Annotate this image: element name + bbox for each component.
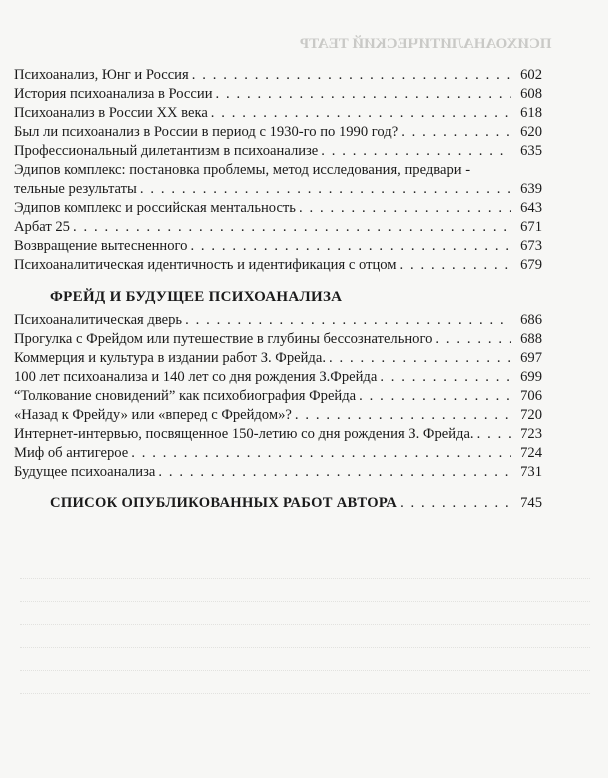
- leader-dots: [401, 123, 511, 142]
- toc-entry-page: 602: [520, 67, 542, 83]
- toc-entry[interactable]: [14, 368, 542, 387]
- toc-entry-title: Будущее психоанализа: [14, 464, 156, 480]
- bleed-through-line: [20, 578, 590, 579]
- toc-entry[interactable]: [14, 387, 542, 406]
- toc-entry-title-continued: тельные результаты: [14, 181, 137, 197]
- toc-entry-title: Возвращение вытесненного: [14, 238, 188, 254]
- leader-dots: [211, 104, 511, 123]
- toc-entry[interactable]: [14, 104, 542, 123]
- toc-entry[interactable]: [14, 66, 542, 85]
- toc-entry-title: Был ли психоанализ в России в период с 1930-го по 1990 год?: [14, 124, 399, 140]
- toc-entry[interactable]: [14, 330, 542, 349]
- toc-entry-page: 720: [520, 407, 542, 423]
- toc-entry[interactable]: [14, 349, 542, 368]
- toc-entry-page: 643: [520, 200, 542, 216]
- toc-entry-title: Психоаналитическая идентичность и идентификация с отцом: [14, 257, 397, 273]
- toc-entry-line2[interactable]: [14, 180, 542, 199]
- toc-entry[interactable]: [14, 311, 542, 330]
- toc-entry[interactable]: [14, 406, 542, 425]
- toc-entry-page: 706: [520, 388, 542, 404]
- toc-entry-page: 686: [520, 312, 542, 328]
- toc-entry[interactable]: [14, 425, 542, 444]
- bleed-through-line: [20, 693, 590, 694]
- leader-dots: [359, 387, 511, 406]
- toc-entry-page: 699: [520, 369, 542, 385]
- toc-entry-title: СПИСОК ОПУБЛИКОВАННЫХ РАБОТ АВТОРА: [50, 495, 398, 511]
- leader-dots: [73, 218, 511, 237]
- toc-entry-page: 724: [520, 445, 542, 461]
- toc-entry-title: Эдипов комплекс: постановка проблемы, метод исследования, предвари -: [14, 162, 471, 178]
- toc-entry[interactable]: [14, 463, 542, 482]
- table-of-contents: [14, 66, 542, 513]
- leader-dots: [400, 494, 511, 513]
- toc-entry[interactable]: [14, 142, 542, 161]
- toc-entry-page: 639: [520, 181, 542, 197]
- toc-entry-page: 679: [520, 257, 542, 273]
- toc-entry-title: Интернет-интервью, посвященное 150-летию со дня рождения З. Фрейда.: [14, 426, 474, 442]
- toc-entry-title: “Толкование сновидений” как психобиография Фрейда: [14, 388, 357, 404]
- leader-dots: [190, 237, 511, 256]
- toc-entry-page: 731: [520, 464, 542, 480]
- toc-entry-page: 723: [520, 426, 542, 442]
- bleed-through-line: [20, 601, 590, 602]
- leader-dots: [131, 444, 511, 463]
- toc-entry-title: Профессиональный дилетантизм в психоанализе: [14, 143, 319, 159]
- leader-dots: [435, 330, 511, 349]
- section-heading: ФРЕЙД И БУДУЩЕЕ ПСИХОАНАЛИЗА: [50, 289, 343, 305]
- bleed-through-line: [20, 647, 590, 648]
- toc-entry-page: 618: [520, 105, 542, 121]
- toc-entry-title: Психоаналитическая дверь: [14, 312, 183, 328]
- toc-entry-title: История психоанализа в России: [14, 86, 213, 102]
- leader-dots: [477, 425, 511, 444]
- leader-dots: [321, 142, 511, 161]
- leader-dots: [140, 180, 511, 199]
- toc-entry-title: Психоанализ в России XX века: [14, 105, 208, 121]
- toc-entry[interactable]: [14, 237, 542, 256]
- leader-dots: [185, 311, 511, 330]
- toc-entry-title: Коммерция и культура в издании работ З. Фрейда.: [14, 350, 326, 366]
- toc-entry-final[interactable]: [14, 494, 542, 513]
- toc-entry-title: Миф об антигерое: [14, 445, 129, 461]
- leader-dots: [295, 406, 511, 425]
- toc-entry-page: 608: [520, 86, 542, 102]
- toc-entry[interactable]: [14, 85, 542, 104]
- toc-entry[interactable]: [14, 256, 542, 275]
- toc-entry-title: «Назад к Фрейду» или «вперед с Фрейдом»?: [14, 407, 292, 423]
- leader-dots: [380, 368, 511, 387]
- leader-dots: [192, 66, 511, 85]
- toc-entry-title: 100 лет психоанализа и 140 лет со дня рождения З.Фрейда: [14, 369, 378, 385]
- toc-entry[interactable]: [14, 444, 542, 463]
- leader-dots: [299, 199, 511, 218]
- toc-entry[interactable]: [14, 199, 542, 218]
- toc-entry-title: Эдипов комплекс и российская ментальность: [14, 200, 296, 216]
- bleed-through-line: [20, 670, 590, 671]
- bleed-through-heading: ПСИХОАНАЛИТИЧЕСКИЙ ТЕАТР: [300, 36, 552, 52]
- toc-entry-page: 635: [520, 143, 542, 159]
- toc-entry-page: 745: [520, 495, 542, 511]
- leader-dots: [158, 463, 511, 482]
- leader-dots: [216, 85, 511, 104]
- toc-entry-page: 688: [520, 331, 542, 347]
- toc-entry-page: 620: [520, 124, 542, 140]
- bleed-through-line: [20, 624, 590, 625]
- bleed-through-text: [20, 560, 590, 760]
- toc-entry[interactable]: [14, 218, 542, 237]
- toc-entry-page: 697: [520, 350, 542, 366]
- leader-dots: [329, 349, 511, 368]
- toc-entry[interactable]: [14, 123, 542, 142]
- leader-dots: [400, 256, 511, 275]
- toc-entry-title: Психоанализ, Юнг и Россия: [14, 67, 189, 83]
- toc-entry-title: Арбат 25: [14, 219, 70, 235]
- toc-entry-title: Прогулка с Фрейдом или путешествие в глубины бессознательного: [14, 331, 433, 347]
- spacer: [14, 482, 542, 494]
- toc-entry-line1[interactable]: [14, 161, 542, 180]
- toc-entry-page: 671: [520, 219, 542, 235]
- toc-entry-page: 673: [520, 238, 542, 254]
